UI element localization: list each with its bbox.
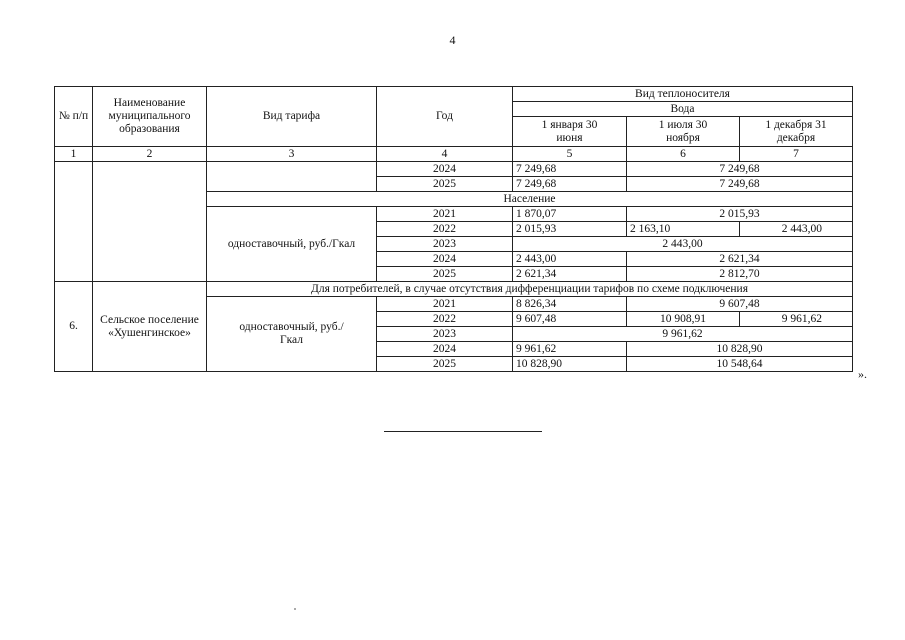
value-cell: 2 621,34: [627, 252, 853, 267]
value-cell: 2 621,34: [513, 267, 627, 282]
header-num: № п/п: [55, 87, 93, 147]
value-cell: 10 828,90: [627, 342, 853, 357]
value-cell: 9 961,62: [513, 327, 853, 342]
header-period-1: 1 января 30 июня: [513, 117, 627, 147]
column-index: 3: [207, 147, 377, 162]
value-cell: 9 961,62: [513, 342, 627, 357]
value-cell: 7 249,68: [513, 162, 627, 177]
value-cell: 2 443,00: [513, 237, 853, 252]
value-cell: 9 961,62: [740, 312, 853, 327]
year-cell: 2022: [377, 222, 513, 237]
value-cell: 9 607,48: [627, 297, 853, 312]
value-cell: 2 443,00: [740, 222, 853, 237]
column-index: 6: [627, 147, 740, 162]
value-cell: 7 249,68: [627, 177, 853, 192]
value-cell: 1 870,07: [513, 207, 627, 222]
header-tariff-type: Вид тарифа: [207, 87, 377, 147]
column-index: 2: [93, 147, 207, 162]
tariff-type-cell: одноставочный, руб./Гкал: [207, 207, 377, 282]
empty-cell: [207, 162, 377, 192]
year-cell: 2021: [377, 207, 513, 222]
row-number: 6.: [55, 282, 93, 372]
column-index: 7: [740, 147, 853, 162]
value-cell: 10 828,90: [513, 357, 627, 372]
value-cell: 2 015,93: [513, 222, 627, 237]
header-period-3: 1 декабря 31 декабря: [740, 117, 853, 147]
year-cell: 2024: [377, 342, 513, 357]
scan-speck: [294, 608, 296, 610]
header-period-2: 1 июля 30 ноября: [627, 117, 740, 147]
municipality-name: Сельское поселение «Хушенгинское»: [93, 282, 207, 372]
group-title: Для потребителей, в случае отсутствия дифференциации тарифов по схеме подключения: [207, 282, 853, 297]
column-index: 5: [513, 147, 627, 162]
year-cell: 2025: [377, 267, 513, 282]
separator-line: [384, 431, 542, 432]
value-cell: 8 826,34: [513, 297, 627, 312]
header-carrier-type: Вид теплоносителя: [513, 87, 853, 102]
year-cell: 2024: [377, 252, 513, 267]
year-cell: 2024: [377, 162, 513, 177]
closing-quote-mark: ».: [858, 367, 867, 381]
value-cell: 7 249,68: [513, 177, 627, 192]
year-cell: 2021: [377, 297, 513, 312]
page-number: 4: [449, 33, 456, 47]
tariff-table: [54, 86, 853, 372]
header-carrier-water: Вода: [513, 102, 853, 117]
header-row-1: [55, 87, 853, 102]
value-cell: 10 548,64: [627, 357, 853, 372]
year-cell: 2022: [377, 312, 513, 327]
value-cell: 7 249,68: [627, 162, 853, 177]
value-cell: 2 015,93: [627, 207, 853, 222]
value-cell: 2 443,00: [513, 252, 627, 267]
table-row: [55, 162, 853, 177]
header-year: Год: [377, 87, 513, 147]
column-index: 4: [377, 147, 513, 162]
empty-cell: [93, 162, 207, 282]
year-cell: 2025: [377, 177, 513, 192]
tariff-type-cell: одноставочный, руб./Гкал: [207, 297, 377, 372]
header-municipality: Наименование муниципального образования: [93, 87, 207, 147]
group-title-row: [55, 282, 853, 297]
value-cell: 2 812,70: [627, 267, 853, 282]
group-title: Население: [207, 192, 853, 207]
value-cell: 2 163,10: [627, 222, 740, 237]
value-cell: 9 607,48: [513, 312, 627, 327]
value-cell: 10 908,91: [627, 312, 740, 327]
empty-cell: [55, 162, 93, 282]
year-cell: 2025: [377, 357, 513, 372]
column-index: 1: [55, 147, 93, 162]
column-index-row: [55, 147, 853, 162]
year-cell: 2023: [377, 327, 513, 342]
year-cell: 2023: [377, 237, 513, 252]
